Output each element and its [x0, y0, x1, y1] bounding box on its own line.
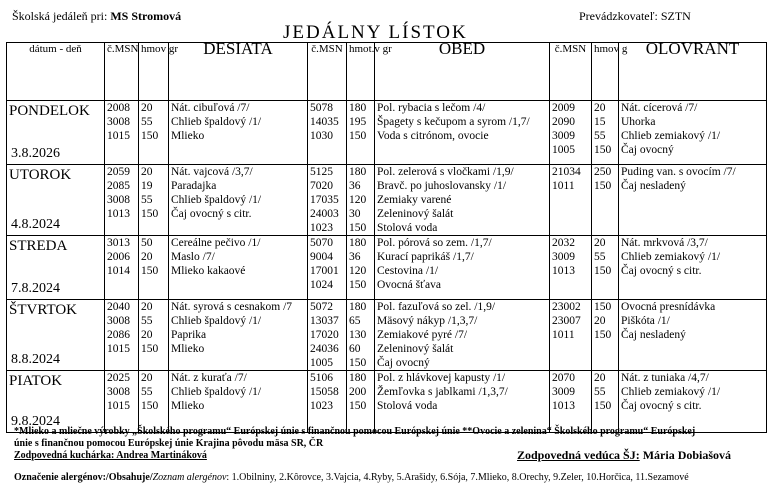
- day-row: [7, 101, 767, 165]
- obed-items-line: Zemiakové pyré /7/: [377, 329, 468, 341]
- obed-msn-line: 5072: [310, 301, 333, 313]
- desiata-items-line: Mlieko: [171, 130, 205, 142]
- olovrant-weight-line: 20: [594, 372, 606, 384]
- desiata-items-line: Paradajka: [171, 180, 217, 192]
- desiata-msn-line: 3008: [107, 116, 130, 128]
- day-cell: [7, 236, 105, 300]
- day-row: [7, 165, 767, 236]
- desiata-msn-line: 1015: [107, 400, 130, 412]
- day-cell: [7, 165, 105, 236]
- desiata-items-line: Mlieko: [171, 400, 205, 412]
- olovrant-items-line: Čaj nesladený: [621, 329, 686, 341]
- day-row: [7, 236, 767, 300]
- olovrant-items: [619, 101, 767, 165]
- olovrant-msn-line: 23002: [552, 301, 581, 313]
- obed-items-line: Zeleninový šalát: [377, 208, 454, 220]
- operator: Prevádzkovateľ: SZTN: [579, 9, 691, 23]
- desiata-items: [169, 236, 308, 300]
- desiata-msn: [105, 371, 139, 433]
- olovrant-msn-line: 2009: [552, 102, 575, 114]
- obed-msn-line: 24003: [310, 208, 339, 220]
- page-title: JEDÁLNY LÍSTOK: [283, 22, 468, 43]
- olovrant-msn-line: 1011: [552, 329, 575, 341]
- olovrant-items-line: Čaj ovocný s citr.: [621, 265, 702, 277]
- desiata-items-line: Chlieb špaldový /1/: [171, 315, 262, 327]
- desiata-weight-line: 50: [141, 237, 153, 249]
- desiata-items: [169, 101, 308, 165]
- desiata-msn-line: 2006: [107, 251, 130, 263]
- desiata-weight-line: 20: [141, 329, 153, 341]
- obed-weight: [347, 300, 375, 371]
- olovrant-msn: [550, 101, 592, 165]
- obed-items-line: Stolová voda: [377, 222, 438, 234]
- olovrant-weight-line: 150: [594, 144, 612, 156]
- desiata-weight-line: 20: [141, 251, 153, 263]
- obed-msn: [308, 371, 347, 433]
- olovrant-weight-line: 20: [594, 102, 606, 114]
- obed-weight: [347, 165, 375, 236]
- obed-msn-line: 1023: [310, 400, 333, 412]
- olovrant-weight-line: 150: [594, 400, 612, 412]
- olovrant-items-line: Čaj nesladený: [621, 180, 686, 192]
- obed-weight-line: 120: [349, 194, 367, 206]
- manager-name: Mária Dobiašová: [642, 448, 732, 462]
- obed-msn-line: 5070: [310, 237, 333, 249]
- desiata-weight-line: 55: [141, 386, 153, 398]
- desiata-msn-line: 3013: [107, 237, 130, 249]
- day-name: PIATOK: [9, 373, 63, 389]
- obed-msn-line: 13037: [310, 315, 339, 327]
- obed-msn-line: 9004: [310, 251, 333, 263]
- obed-items: [375, 101, 550, 165]
- obed-items-line: Pol. zelerová s vločkami /1,9/: [377, 166, 514, 178]
- desiata-weight: [139, 101, 169, 165]
- desiata-msn-line: 2059: [107, 166, 130, 178]
- cook-line: Zodpovedná kuchárka: Andrea Martináková: [14, 450, 207, 461]
- desiata-items-line: Mlieko: [171, 343, 205, 355]
- desiata-weight-line: 150: [141, 400, 159, 412]
- olovrant-weight-line: 150: [594, 265, 612, 277]
- desiata-msn-line: 1015: [107, 130, 130, 142]
- desiata-items-line: Nát. z kuraťa /7/: [171, 372, 247, 384]
- desiata-msn-line: 1013: [107, 208, 130, 220]
- desiata-weight-line: 150: [141, 343, 159, 355]
- olovrant-items-line: Piškóta /1/: [621, 315, 670, 327]
- obed-items-line: Voda s citrónom, ovocie: [377, 130, 489, 142]
- desiata-weight-line: 20: [141, 166, 153, 178]
- school-name: MS Stromová: [110, 9, 182, 23]
- col-weight-olovrant: hmov g: [592, 43, 619, 101]
- day-row: [7, 371, 767, 433]
- desiata-weight-line: 20: [141, 372, 153, 384]
- day-row: [7, 300, 767, 371]
- obed-weight-line: 180: [349, 301, 367, 313]
- obed-items-line: Pol. fazuľová so zel. /1,9/: [377, 301, 496, 313]
- olovrant-items-line: Čaj ovocný s citr.: [621, 400, 702, 412]
- obed-msn-line: 5078: [310, 102, 333, 114]
- olovrant-weight-line: 15: [594, 116, 606, 128]
- obed-items: [375, 371, 550, 433]
- olovrant-weight: [592, 165, 619, 236]
- desiata-items-line: Nát. syrová s cesnakom /7: [171, 301, 293, 313]
- obed-msn: [308, 165, 347, 236]
- desiata-msn-line: 2025: [107, 372, 130, 384]
- olovrant-weight: [592, 300, 619, 371]
- olovrant-weight-line: 55: [594, 251, 606, 263]
- desiata-msn-line: 2085: [107, 180, 130, 192]
- obed-items-line: Špagety s kečupom a syrom /1,7/: [377, 116, 530, 128]
- obed-weight: [347, 236, 375, 300]
- olovrant-weight: [592, 101, 619, 165]
- olovrant-items-line: Chlieb zemiakový /1/: [621, 386, 721, 398]
- desiata-msn-line: 3008: [107, 194, 130, 206]
- desiata-msn-line: 3008: [107, 315, 130, 327]
- desiata-items-line: Nát. vajcová /3,7/: [171, 166, 253, 178]
- col-olovrant: OLOVRANT: [619, 43, 767, 101]
- day-cell: [7, 101, 105, 165]
- day-date: 7.8.2024: [11, 281, 60, 296]
- desiata-weight-line: 20: [141, 102, 153, 114]
- obed-weight-line: 60: [349, 343, 361, 355]
- olovrant-items: [619, 371, 767, 433]
- olovrant-weight-line: 20: [594, 237, 606, 249]
- obed-msn-line: 7020: [310, 180, 333, 192]
- desiata-msn: [105, 236, 139, 300]
- olovrant-items-line: Ovocná presnídávka: [621, 301, 716, 313]
- olovrant-weight-line: 150: [594, 329, 612, 341]
- obed-weight-line: 150: [349, 222, 367, 234]
- obed-weight: [347, 101, 375, 165]
- col-obed: OBED: [375, 43, 550, 101]
- desiata-items-line: Maslo /7/: [171, 251, 215, 263]
- school-line: [12, 9, 181, 24]
- obed-items-line: Pol. z hlávkovej kapusty /1/: [377, 372, 506, 384]
- col-weight-desiata: hmov gr: [139, 43, 169, 101]
- olovrant-weight-line: 20: [594, 315, 606, 327]
- day-date: 4.8.2024: [11, 217, 60, 232]
- obed-weight-line: 200: [349, 386, 367, 398]
- desiata-items-line: Cereálne pečivo /1/: [171, 237, 261, 249]
- obed-weight-line: 30: [349, 208, 361, 220]
- obed-msn-line: 1030: [310, 130, 333, 142]
- olovrant-msn: [550, 300, 592, 371]
- desiata-msn: [105, 165, 139, 236]
- desiata-msn-line: 2040: [107, 301, 130, 313]
- desiata-msn-line: 1014: [107, 265, 130, 277]
- olovrant-msn-line: 21034: [552, 166, 581, 178]
- obed-weight: [347, 371, 375, 433]
- program-note: [14, 426, 764, 450]
- obed-msn: [308, 236, 347, 300]
- olovrant-msn-line: 23007: [552, 315, 581, 327]
- obed-weight-line: 180: [349, 166, 367, 178]
- desiata-weight: [139, 371, 169, 433]
- allergens-line: [14, 472, 689, 483]
- day-name: STREDA: [9, 238, 68, 254]
- obed-weight-line: 36: [349, 251, 361, 263]
- olovrant-msn-line: 1013: [552, 400, 575, 412]
- olovrant-weight-line: 250: [594, 166, 612, 178]
- obed-msn-line: 1024: [310, 279, 333, 291]
- col-date: dátum - deň: [7, 43, 105, 101]
- olovrant-weight-line: 55: [594, 386, 606, 398]
- olovrant-msn-line: 1013: [552, 265, 575, 277]
- obed-msn-line: 14035: [310, 116, 339, 128]
- desiata-weight-line: 55: [141, 194, 153, 206]
- desiata-weight: [139, 165, 169, 236]
- desiata-items-line: Čaj ovocný s citr.: [171, 208, 252, 220]
- obed-items: [375, 236, 550, 300]
- desiata-msn: [105, 300, 139, 371]
- manager-line: [517, 448, 731, 463]
- allergens-list: : 1.Obilniny, 2.Kôrovce, 3.Vajcia, 4.Ryby, 5.Arašidy, 6.Sója, 7.Mlieko, 8.Orechy, 9.Zeler, 10.Horčica, 11.Sezamové: [226, 472, 689, 483]
- olovrant-items: [619, 300, 767, 371]
- obed-items-line: Mäsový nákyp /1,3,7/: [377, 315, 478, 327]
- obed-msn-line: 1023: [310, 222, 333, 234]
- program-note-line1: *Mlieko a mliečne výrobky „Školského programu“ Európskej únie s finančnou pomocou Európskej únie **Ovocie a zelenina“ Školského programu“ Európskej: [14, 426, 696, 437]
- desiata-items: [169, 300, 308, 371]
- day-name: PONDELOK: [9, 103, 90, 119]
- desiata-weight-line: 20: [141, 301, 153, 313]
- col-msn-olovrant: č.MSN: [550, 43, 592, 101]
- obed-items-line: Ovocná šťava: [377, 279, 441, 291]
- obed-weight-line: 36: [349, 180, 361, 192]
- desiata-msn-line: 1015: [107, 343, 130, 355]
- desiata-items-line: Chlieb špaldový /1/: [171, 194, 262, 206]
- obed-items-line: Zemiaky varené: [377, 194, 452, 206]
- desiata-items-line: Paprika: [171, 329, 207, 341]
- desiata-weight-line: 150: [141, 265, 159, 277]
- desiata-items-line: Chlieb špaldový /1/: [171, 386, 262, 398]
- obed-weight-line: 120: [349, 265, 367, 277]
- menu-table: [6, 39, 767, 433]
- desiata-items: [169, 371, 308, 433]
- olovrant-msn-line: 2090: [552, 116, 575, 128]
- olovrant-items: [619, 236, 767, 300]
- olovrant-msn: [550, 236, 592, 300]
- olovrant-items-line: Nát. z tuniaka /4,7/: [621, 372, 709, 384]
- obed-items-line: Pol. rybacia s lečom /4/: [377, 102, 486, 114]
- obed-weight-line: 180: [349, 372, 367, 384]
- olovrant-items-line: Chlieb zemiakový /1/: [621, 251, 721, 263]
- obed-items-line: Stolová voda: [377, 400, 438, 412]
- obed-msn-line: 5106: [310, 372, 333, 384]
- obed-items-line: Pol. pórová so zem. /1,7/: [377, 237, 492, 249]
- olovrant-weight: [592, 371, 619, 433]
- obed-msn: [308, 101, 347, 165]
- header-row: [7, 43, 767, 101]
- desiata-msn-line: 2008: [107, 102, 130, 114]
- obed-items-line: Zeleninový šalát: [377, 343, 454, 355]
- olovrant-items-line: Chlieb zemiakový /1/: [621, 130, 721, 142]
- obed-items-line: Bravč. po juhoslovansky /1/: [377, 180, 507, 192]
- obed-weight-line: 65: [349, 315, 361, 327]
- allergens-label: Označenie alergénov:/Obsahuje/: [14, 472, 153, 483]
- obed-msn-line: 15058: [310, 386, 339, 398]
- col-desiata: DESIATA: [169, 43, 308, 101]
- desiata-msn-line: 3008: [107, 386, 130, 398]
- desiata-weight-line: 150: [141, 208, 159, 220]
- obed-weight-line: 150: [349, 357, 367, 369]
- olovrant-items-line: Uhorka: [621, 116, 656, 128]
- desiata-items-line: Mlieko kakaové: [171, 265, 246, 277]
- olovrant-items-line: Nát. mrkvová /3,7/: [621, 237, 708, 249]
- obed-msn-line: 24036: [310, 343, 339, 355]
- obed-msn-line: 17001: [310, 265, 339, 277]
- olovrant-weight-line: 150: [594, 301, 612, 313]
- obed-items: [375, 300, 550, 371]
- obed-msn-line: 5125: [310, 166, 333, 178]
- obed-weight-line: 180: [349, 237, 367, 249]
- olovrant-msn-line: 3009: [552, 386, 575, 398]
- olovrant-items-line: Nát. cícerová /7/: [621, 102, 698, 114]
- obed-msn-line: 17035: [310, 194, 339, 206]
- day-date: 9.8.2024: [11, 414, 60, 429]
- day-cell: [7, 371, 105, 433]
- col-weight-obed: hmot.v gr: [347, 43, 375, 101]
- day-date: 8.8.2024: [11, 352, 60, 367]
- col-msn-desiata: č.MSN: [105, 43, 139, 101]
- olovrant-msn-line: 3009: [552, 251, 575, 263]
- obed-weight-line: 195: [349, 116, 367, 128]
- desiata-msn: [105, 101, 139, 165]
- olovrant-weight: [592, 236, 619, 300]
- desiata-weight: [139, 236, 169, 300]
- olovrant-weight-line: 55: [594, 130, 606, 142]
- program-note-line2: únie s finančnou pomocou Európskej únie Krajina pôvodu mäsa SR, ČR: [14, 438, 324, 449]
- olovrant-items: [619, 165, 767, 236]
- obed-msn-line: 17020: [310, 329, 339, 341]
- col-msn-obed: č.MSN: [308, 43, 347, 101]
- manager-label: Zodpovedná vedúca ŠJ:: [517, 448, 640, 462]
- obed-items-line: Kurací paprikáš /1,7/: [377, 251, 474, 263]
- desiata-weight: [139, 300, 169, 371]
- allergens-label-italic: Zoznam alergénov: [152, 472, 227, 483]
- obed-items-line: Cestovina /1/: [377, 265, 439, 277]
- olovrant-items-line: Puding van. s ovocím /7/: [621, 166, 736, 178]
- obed-weight-line: 130: [349, 329, 367, 341]
- desiata-weight-line: 19: [141, 180, 153, 192]
- olovrant-msn-line: 2070: [552, 372, 575, 384]
- desiata-msn-line: 2086: [107, 329, 130, 341]
- desiata-weight-line: 55: [141, 315, 153, 327]
- olovrant-msn: [550, 165, 592, 236]
- desiata-weight-line: 150: [141, 130, 159, 142]
- school-label: Školská jedáleň pri:: [12, 9, 108, 23]
- day-name: ŠTVRTOK: [9, 302, 77, 318]
- obed-msn: [308, 300, 347, 371]
- day-date: 3.8.2026: [11, 146, 60, 161]
- obed-weight-line: 150: [349, 130, 367, 142]
- desiata-weight-line: 55: [141, 116, 153, 128]
- day-name: UTOROK: [9, 167, 72, 183]
- obed-weight-line: 180: [349, 102, 367, 114]
- day-cell: [7, 300, 105, 371]
- obed-items: [375, 165, 550, 236]
- olovrant-weight-line: 150: [594, 180, 612, 192]
- obed-weight-line: 150: [349, 279, 367, 291]
- olovrant-msn: [550, 371, 592, 433]
- desiata-items: [169, 165, 308, 236]
- olovrant-msn-line: 1005: [552, 144, 575, 156]
- olovrant-msn-line: 1011: [552, 180, 575, 192]
- obed-items-line: Žemľovka s jablkami /1,3,7/: [377, 386, 508, 398]
- olovrant-items-line: Čaj ovocný: [621, 144, 674, 156]
- obed-msn-line: 1005: [310, 357, 333, 369]
- obed-items-line: Čaj ovocný: [377, 357, 430, 369]
- olovrant-msn-line: 2032: [552, 237, 575, 249]
- olovrant-msn-line: 3009: [552, 130, 575, 142]
- desiata-items-line: Nát. cibuľová /7/: [171, 102, 250, 114]
- desiata-items-line: Chlieb špaldový /1/: [171, 116, 262, 128]
- obed-weight-line: 150: [349, 400, 367, 412]
